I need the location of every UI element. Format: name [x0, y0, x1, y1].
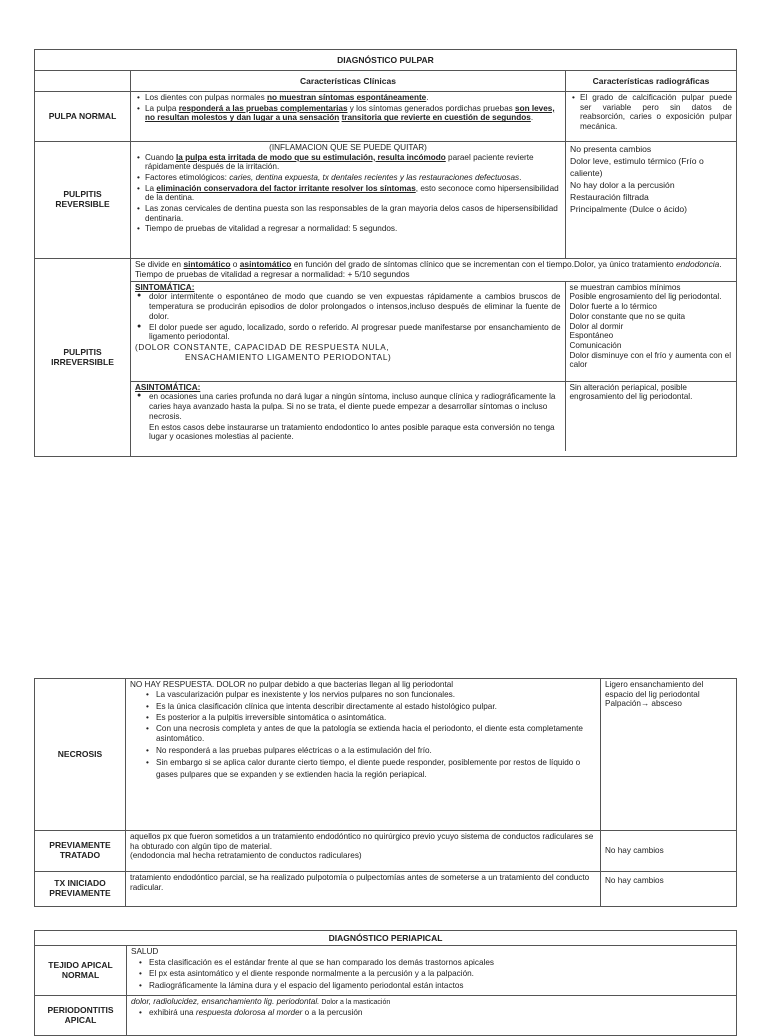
sintomatica-radio-line: Dolor disminuye con el frío y aumenta con el calor: [569, 350, 732, 370]
reversible-top: (INFLAMACION QUE SE PUEDE QUITAR): [269, 143, 427, 152]
row-label-tejido-apical-normal: TEJIDO APICAL NORMAL: [35, 946, 127, 996]
necrosis-item: • Es la única clasificación clínica que intenta describir directamente al estado histológico pulpar.: [156, 702, 596, 712]
iniciado-radio: No hay cambios: [601, 872, 737, 907]
tejido-normal-item: • Radiográficamente la lámina dura y el espacio del ligamento periodontal están intactos: [149, 981, 732, 992]
pulpa-normal-radio: [566, 92, 737, 142]
periodontitis-cell: [127, 996, 737, 1036]
tejido-normal-item: • Esta clasificación es el estándar frente al que se han comparado los demás trastornos apicales: [149, 958, 732, 969]
reversible-radio: [566, 142, 737, 259]
reversible-item: • Cuando la pulpa esta irritada de modo que su estimulación, resulta incómodo parael paciente revierte rápidamente después de la irritación.: [145, 153, 561, 172]
reversible-radio-line: No hay dolor a la percusión: [570, 180, 675, 191]
tejido-normal-item: • El px esta asintomático y el diente responde normalmente a la percusión y a la palpación.: [149, 969, 732, 980]
sintomatica-clinical: [131, 281, 565, 381]
sintomatica-radio-line: Comunicación: [569, 340, 622, 350]
necrosis-radio: [601, 679, 737, 831]
previo-clinical: [126, 831, 601, 872]
row-label-pulpa-normal: PULPA NORMAL: [35, 92, 131, 142]
necrosis-clinical: [126, 679, 601, 831]
necrosis-item: • Con una necrosis completa y antes de que la patología se extienda hacia el periodonto, el diente esta completamente asintomático.: [156, 724, 596, 745]
necrosis-table: [34, 678, 737, 907]
row-label-periodontitis-apical: PERIODONTITIS APICAL: [35, 996, 127, 1036]
previo-text: (endodoncia mal hecha retratamiento de conductos radiculares): [130, 851, 362, 861]
periodontitis-item: • exhibirá una respuesta dolorosa al morder o a la percusión: [149, 1008, 732, 1019]
pulpa-normal-clinical: [131, 92, 566, 142]
pulpar-title: DIAGNÓSTICO PULPAR: [35, 50, 737, 71]
asintomatica-radio: Sin alteración periapical, posible engrosamiento del lig periodontal.: [565, 381, 736, 451]
sintomatica-radio: [565, 281, 736, 381]
pulpar-table: [34, 49, 737, 457]
necrosis-top: NO HAY RESPUESTA. DOLOR no pulpar debido a que bacterias llegan al lig periodontal: [130, 680, 454, 689]
row-label-pulpitis-reversible: PULPITIS REVERSIBLE: [35, 142, 131, 259]
sintomatica-note-b: ENSACHAMIENTO LIGAMENTO PERIODONTAL): [185, 352, 392, 362]
pulpa-normal-radio-item: • El grado de calcificación pulpar puede ser variable pero sin datos de reabsorción, caries o exposición pulpar mecánica.: [580, 93, 732, 132]
row-label-necrosis: NECROSIS: [35, 679, 126, 831]
reversible-item: • Las zonas cervicales de dentina puesta son las responsables de la gran mayoria delos casos de hipersensibilidad dentinaria.: [145, 204, 561, 223]
asintomatica-note: En estos casos debe instaurarse un tratamiento endodontico lo antes posible paraque esta conversión no tenga lugar y ocasiones molestias al paciente.: [149, 422, 555, 442]
sintomatica-radio-line: Dolor constante que no se quita: [569, 311, 686, 321]
periapical-title: DIAGNÓSTICO PERIAPICAL: [35, 931, 737, 946]
asintomatica-clinical: [131, 381, 565, 451]
reversible-radio-line: Dolor leve, estimulo térmico (Frío o caliente): [570, 156, 704, 179]
previo-radio: No hay cambios: [601, 831, 737, 872]
reversible-item: • Factores etimológicos: caries, dentina expuesta, tx dentales recientes y las restauraciones defectuosas.: [145, 173, 561, 183]
irreversible-intro: Se divide en sintomático o asintomático en función del grado de síntomas clínico que se incrementan con el tiempo.Dolor, ya único tratamiento endodoncia. Tiempo de pruebas de vitalidad a regresar a normalidad: + 5/10 segundos: [135, 259, 722, 279]
row-label-tx-iniciado: TX INICIADO PREVIAMENTE: [35, 872, 126, 907]
asintomatica-title: ASINTOMÁTICA:: [135, 382, 201, 392]
pulpa-normal-item: • La pulpa responderá a las pruebas complementarias y los síntomas generados pordichas pruebas son leves, no resultan molestos y dan lugar a una sensación transitoria que revierte en cuestión de segundos.: [145, 104, 561, 123]
reversible-radio-line: Restauración filtrada: [570, 192, 649, 203]
row-label-pulpitis-irreversible: PULPITIS IRREVERSIBLE: [35, 259, 131, 457]
periapical-table: [34, 930, 737, 1036]
sintomatica-radio-line: Espontáneo: [569, 331, 614, 341]
sintomatica-title: SINTOMÁTICA:: [135, 282, 195, 292]
sintomatica-item: ● dolor intermitente o espontáneo de modo que cuando se ven expuestas rápidamente a cambios bruscos de temperatura se producirán episodios de dolor prolongados o intensos,incluso después de eliminar la fuente de dolor.: [149, 292, 561, 321]
irreversible-subtable: [131, 281, 736, 452]
sintomatica-radio-list: [570, 283, 733, 370]
col-radio-header: Características radiográficas: [566, 71, 737, 92]
reversible-radio-line: Principalmente (Dulce o ácido): [570, 204, 688, 215]
necrosis-radio-line: Palpación→ absceso: [605, 699, 682, 709]
asintomatica-item: ● en ocasiones una caries profunda no dará lugar a ningún síntoma, incluso aunque clínica y radiográficamente la caries haya avanzado hasta la pulpa. Si no se trata, el diente puede empezar a desarrollar síntomas o incluso necrosis.: [149, 392, 561, 421]
irreversible-cell: [131, 259, 737, 457]
periodontitis-top: dolor, radiolucidez, ensanchamiento lig. periodontal. Dolor a la masticación: [131, 997, 391, 1006]
sintomatica-radio-line: Dolor fuerte a lo térmico: [569, 302, 657, 312]
pulpa-normal-item: • Los dientes con pulpas normales no muestran síntomas espontáneamente.: [145, 93, 561, 103]
sintomatica-radio-line: Posible engrosamiento del lig periodontal.: [569, 292, 722, 302]
necrosis-radio-line: Ligero ensanchamiento del espacio del lig periodontal: [605, 680, 704, 699]
iniciado-clinical: tratamiento endodóntico parcial, se ha realizado pulpotomía o pulpectomías antes de someterse a un tratamiento del conducto radicular.: [126, 872, 601, 907]
sintomatica-note-a: (DOLOR CONSTANTE, CAPACIDAD DE RESPUESTA NULA,: [135, 342, 390, 352]
row-label-previamente-tratado: PREVIAMENTE TRATADO: [35, 831, 126, 872]
tejido-normal-top: SALUD: [131, 947, 159, 956]
necrosis-item: • Es posterior a la pulpitis irreversible sintomática o asintomática.: [156, 713, 596, 723]
necrosis-item: • Sin embargo si se aplica calor durante cierto tiempo, el diente puede responder, posiblemente por restos de líquido o gases pulpares que se expanden y se extienden hacia la región periapical.: [156, 757, 596, 781]
col-clinical-header: Características Clínicas: [131, 71, 566, 92]
sintomatica-item: ● El dolor puede ser agudo, localizado, sordo o referido. Al progresar puede manifestarse por ensanchamiento de ligamento periodontal.: [149, 323, 561, 342]
tejido-normal-cell: [127, 946, 737, 996]
reversible-item: • La eliminación conservadora del factor irritante resolver los síntomas, esto seconoce como hipersensibilidad de la dentina.: [145, 184, 561, 203]
necrosis-item: • No responderá a las pruebas pulpares eléctricas o a la estimulación del frío.: [156, 746, 596, 756]
reversible-radio-line: No presenta cambios: [570, 144, 652, 154]
sintomatica-radio-line: se muestran cambios mínimos: [569, 282, 681, 292]
corner-empty: [35, 71, 131, 92]
sintomatica-radio-line: Dolor al dormir: [569, 321, 624, 331]
previo-text: aquellos px que fueron sometidos a un tratamiento endodóntico no quirúrgico previo ycuyo sistema de conductos radiculares se ha obturado con algún tipo de material.: [130, 832, 594, 851]
reversible-item: • Tiempo de pruebas de vitalidad a regresar a normalidad: 5 segundos.: [145, 224, 561, 234]
necrosis-item: • La vascularización pulpar es inexistente y los nervios pulpares no son funcionales.: [156, 690, 596, 700]
reversible-clinical: [131, 142, 566, 259]
